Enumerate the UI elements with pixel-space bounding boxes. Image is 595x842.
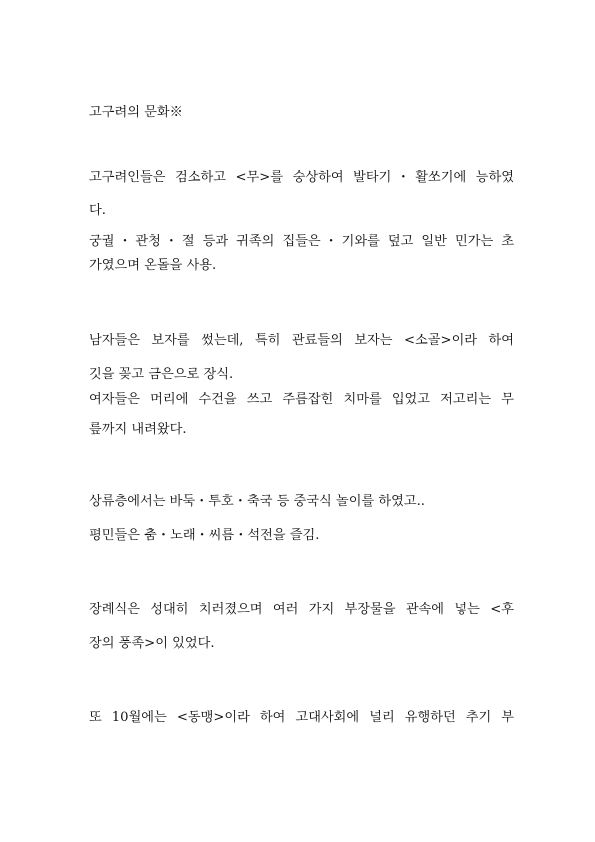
paragraph-7-line-1: 또 10월에는 <동맹>이라 하여 고대사회에 널리 유행하던 추기 부 [89, 710, 514, 725]
paragraph-3-line-1: 남자들은 보자를 썼는데, 특히 관료들의 보자는 <소골>이라 하여 [89, 333, 514, 348]
paragraph-5-line-2: 평민들은 춤・노래・씨름・석전을 즐김. [89, 528, 320, 543]
paragraph-6-line-2: 장의 풍족>이 있었다. [89, 636, 215, 651]
paragraph-4-line-2: 릎까지 내려왔다. [89, 422, 187, 437]
paragraph-2-line-2: 가였으며 온돌을 사용. [89, 258, 217, 273]
paragraph-4-line-1: 여자들은 머리에 수건을 쓰고 주름잡힌 치마를 입었고 저고리는 무 [89, 392, 514, 407]
paragraph-5-line-1: 상류층에서는 바둑・투호・축국 등 중국식 놀이를 하였고.. [89, 494, 425, 509]
document-title: 고구려의 문화※ [89, 105, 183, 120]
paragraph-6-line-1: 장례식은 성대히 치러졌으며 여러 가지 부장물을 관속에 넣는 <후 [89, 602, 514, 617]
paragraph-2-line-1: 궁궐・관청・절 등과 귀족의 집들은・기와를 덮고 일반 민가는 초 [89, 234, 514, 249]
paragraph-3-line-2: 깃을 꽂고 금은으로 장식. [89, 367, 234, 382]
paragraph-1-line-2: 다. [89, 203, 106, 218]
paragraph-1-line-1: 고구려인들은 검소하고 <무>를 숭상하여 발타기・활쏘기에 능하였 [89, 170, 514, 185]
